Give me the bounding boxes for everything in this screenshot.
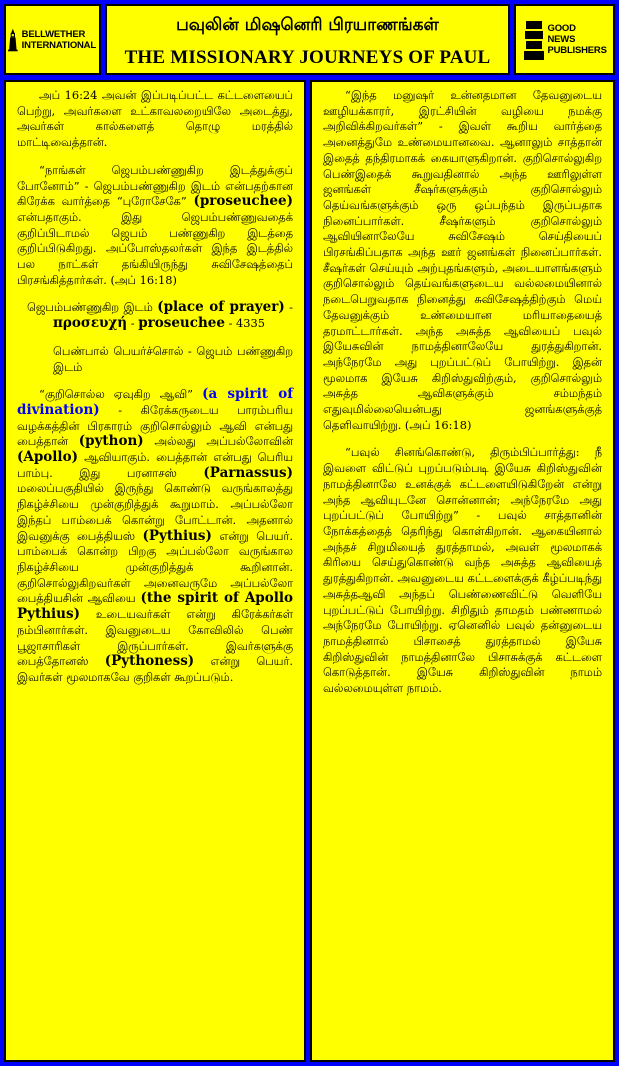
left-logo-text: BELLWETHER INTERNATIONAL: [21, 28, 96, 51]
paragraph: அப் 16:24 அவன் இப்படிப்பட்ட கட்டளையைப் பெற்று, அவர்களை உட்காவலறையிலே அடைத்து, அவர்கள் கால்களைத் தொழு மரத்தில் மாட்டிவைத்தான்.: [17, 88, 293, 150]
paragraph: “பவுல் சினங்கொண்டு, திரும்பிப்பார்த்து: நீ இவளை விட்டுப் புறப்படும்படி இயேசு கிறிஸ்துவின் நாமத்தினாலே உனக்குக் கட்டளையிடுகிறேன் என்று அந்த ஆவியுடனே சொன்னான்; அந்நேரமே அது புறப்பட்டுப் போயிற்று” - பவுல் சாத்தானின் நோக்கத்தைத் தெரிந்து கொள்கிறான். ஆகையினால் அந்தச் சிறுமியைத் துரத்தாமல், அவள் மூலமாகக் கிரியை செய்துகொண்டு வந்த அசுத்த ஆவியைத் துரத்துகிறான். அவனுடைய கட்டளைக்குக் கீழ்ப்படிந்து அசுத்தஆவி அந்தப் பெண்ணைவிட்டு வெளியே புறப்பட்டுப் போயிற்று. சிறிதும் தாமதம் பண்ணாமல் அந்நேரமே போயிற்று. ஏனெனில் பவுல் தன்னுடைய நாமத்தினால் பிசாசைத் துரத்தாமல் இயேசு கிறிஸ்துவின் நாமத்தினாலே பிசாசுக்குக் கட்டளை கொடுத்தான். இயேசு கிறிஸ்துவின் நாமம் வல்லமையுள்ள நாமம்.: [323, 445, 602, 696]
left-column: [4, 80, 306, 1062]
bell-tower-icon: [8, 19, 18, 61]
definition-meaning: பெண்பால் பெயர்ச்சொல் - ஜெபம் பண்ணுகிற இடம்: [53, 343, 293, 374]
title-english: THE MISSIONARY JOURNEYS OF PAUL: [124, 47, 491, 68]
paragraph: “குறிசொல்ல ஏவுகிற ஆவி” (a spirit of divination) - கிரேக்கருடைய பாரம்பரிய வழக்கத்தின் பிரகாரம் குறிசொல்லும் ஆவி என்பது பைத்தான் (python) அல்லது அப்பல்லோவின் (Apollo) ஆவியாகும். பைத்தான் என்பது பெரிய பாம்பு. இது பரனாசஸ் (Parnassus) மலைப்பகுதியில் இருந்து கொண்டு வருங்காலத்து நிகழ்ச்சியை முன்குறித்துக் கூறுமாம். அப்பல்லோ இந்தப் பாம்பைக் கொன்று போட்டான். அதனால் இவனுக்கு பைத்தியஸ் (Pythius) என்று பெயர். பாம்பைக் கொன்ற பிறகு அப்பல்லோ வருங்கால நிகழ்ச்சியை முன்குறித்துக் கூறினான். குறிசொல்லுகிறவர்கள் அனைவருமே அப்பல்லோ பைத்தியசின் ஆவியை (the spirit of Apollo Pythius) உடையவர்கள் என்று கிரேக்கர்கள் நம்பினார்கள். இவனுடைய கோவிலில் பெண் பூஜாசாரிகள் இருப்பார்கள். இவர்களுக்கு பைத்தோனஸ் (Pythoness) என்று பெயர். இவர்கள் மூலமாகவே குறிகள் கூறப்படும்.: [17, 386, 294, 684]
right-logo-box: [514, 4, 615, 75]
paragraph: “இந்த மனுஷர் உன்னதமான தேவனுடைய ஊழியக்காரர், இரட்சியின் வழியை நமக்கு அறிவிக்கிறவர்கள்” - இவள் கூறிய வார்த்தை அனைத்துமே உண்மையானவை. ஆனாலும் சாத்தான் இதைத் தந்திரமாகக் கையாளுகிறான். குறிசொல்லுகிற பெண்இதைக் கூறுவதினால் அந்த ஊரிலுள்ள ஜனங்கள் சீஷர்களுக்கும் குறிசொல்லும் தெய்வங்களுக்கும் ஒரு ஒப்பந்தம் இருப்பதாக நினைப்பார்கள். சீஷர்களும் குறிசொல்லும் ஆவியினாலேயே சுவிசேஷம் செய்தியைப் பிரசங்கிப்பதாக அந்த ஊர் ஜனங்கள் நினைப்பார்கள். சீஷர்கள் செய்யும் அற்புதங்களும், அடையாளங்களும் குறிசொல்லும் தெய்வங்களுடைய வல்லமையினால் நடைபெறுவதாக நினைத்து சுவிசேஷத்திற்கும் மெய் தேவனுக்கும் உண்மையான மரியாதையைத் தரமாட்டார்கள். அந்த அசுத்த ஆவியைப் பவுல் இயேசுவின் நாமத்தினாலேயே துரத்துகிறான். அந்நேரமே அது புறப்பட்டுப் போயிற்று. இதன் மூலமாக இயேசு கிறிஸ்துவிற்கும், குறிசொல்லும் அசுத்த ஆவிகளுக்கும் சம்மந்தம் எதுவுமில்லையென்பது ஜனங்களுக்குத் தெளிவாயிற்று. (அப் 16:18): [323, 88, 602, 432]
definition-term: ஜெபம்பண்ணுகிற இடம் (place of prayer) - προσευχή - proseuchee - 4335: [27, 299, 294, 332]
paragraph: “நாங்கள் ஜெபம்பண்ணுகிற இடத்துக்குப் போனோம்” - ஜெபம்பண்ணுகிற இடம் என்பதற்கான கிரேக்க வார்த்தை “புரோசேகே” (proseuchee) என்பதாகும். இது ஜெபம்பண்ணுவதைக் குறிப்பிடாமல் ஜெபம் பண்ணுகிற இடத்தை குறிப்பிடுகிறது. அப்போஸ்தலர்கள் இந்த இடத்தில் பல நாட்கள் தங்கியிருந்து சுவிசேஷத்தைப் பிரசங்கித்தார்கள். (அப் 16:18): [17, 162, 293, 287]
title-box: [105, 4, 510, 75]
right-column: [310, 80, 615, 1062]
book-stack-icon: [524, 19, 544, 61]
title-tamil: பவுலின் மிஷனெரி பிரயாணங்கள்: [176, 15, 439, 35]
left-logo-box: [4, 4, 101, 75]
right-logo-text: GOOD NEWS PUBLISHERS: [547, 23, 607, 56]
